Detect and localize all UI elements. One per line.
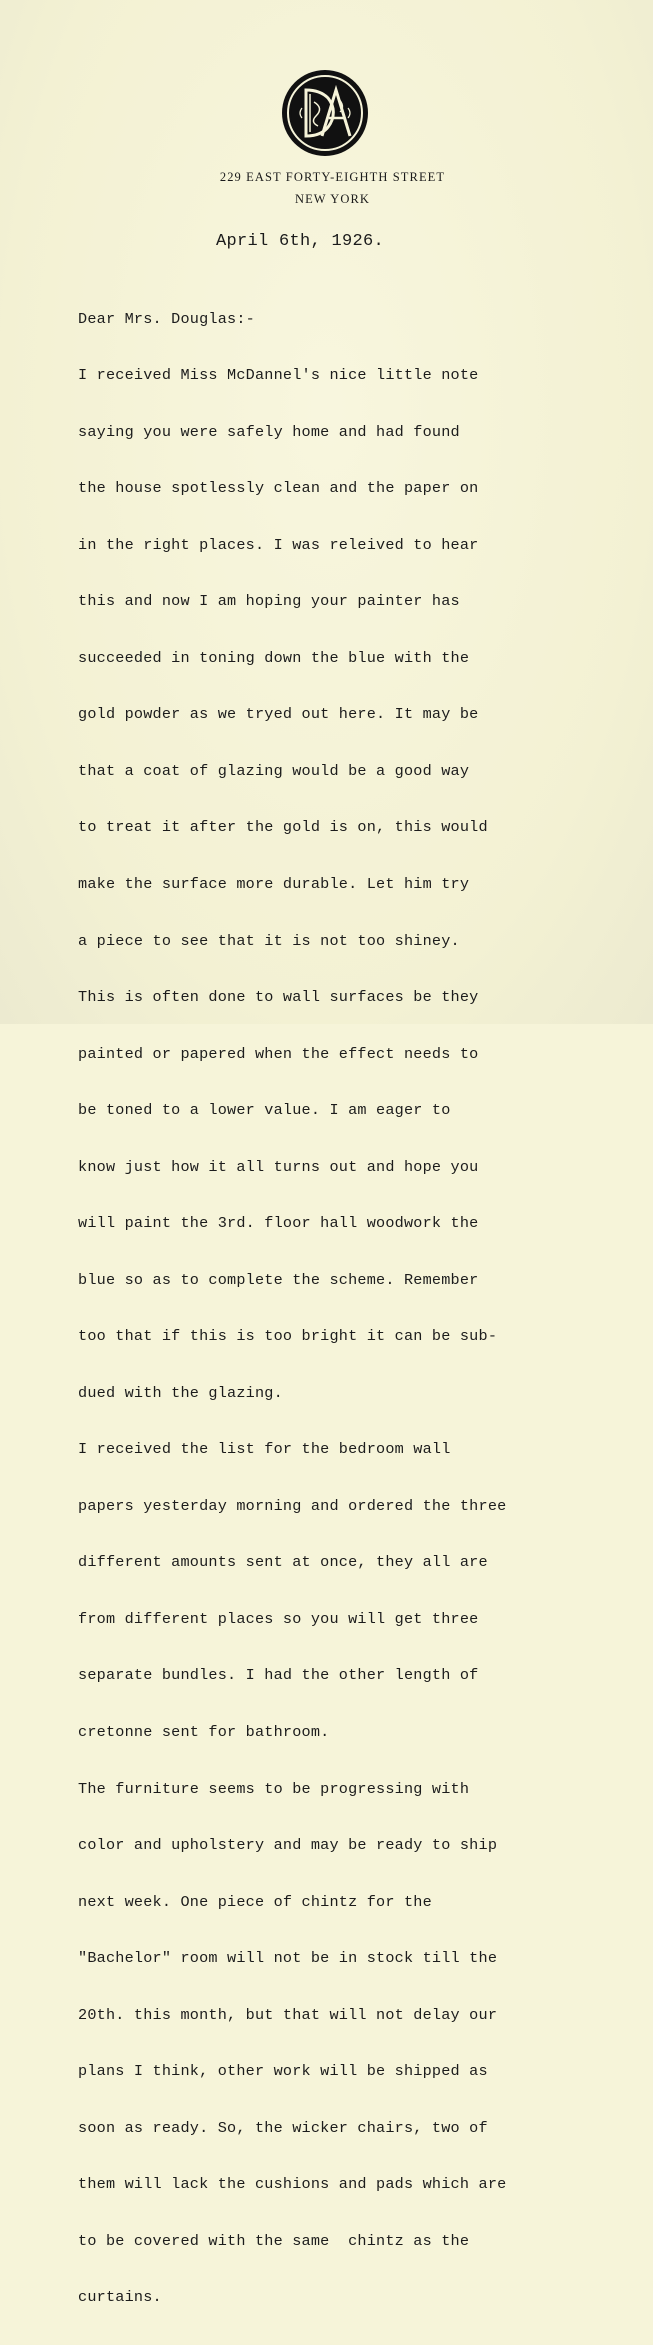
body-line: gold powder as we tryed out here. It may be (78, 705, 479, 724)
body-line: know just how it all turns out and hope you (78, 1157, 479, 1176)
body-line: them will lack the cushions and pads which are (78, 2175, 507, 2194)
letter-date: April 6th, 1926. (216, 232, 385, 251)
body-line: "Bachelor" room will not be in stock till the (78, 1949, 498, 1968)
body-line: to be covered with the same chintz as the (78, 2231, 470, 2250)
body-line: from different places so you will get three (78, 1609, 479, 1628)
body-line: succeeded in toning down the blue with the (78, 648, 470, 667)
body-line: painted or papered when the effect needs to (78, 1044, 479, 1063)
letterhead-city: NEW YORK (294, 192, 371, 206)
body-line: the house spotlessly clean and the paper on (78, 479, 479, 498)
body-line: too that if this is too bright it can be sub- (78, 1327, 498, 1346)
body-line: blue so as to complete the scheme. Remember (78, 1270, 479, 1289)
body-line: saying you were safely home and had found (78, 422, 460, 441)
body-line: different amounts sent at once, they all are (78, 1553, 488, 1572)
body-line: The furniture seems to be progressing with (78, 1779, 470, 1798)
body-line: I received Miss McDannel's nice little note (78, 366, 479, 385)
body-line: This is often done to wall surfaces be they (78, 988, 479, 1007)
body-line: 20th. this month, but that will not delay our (78, 2005, 498, 2024)
monogram-seal (280, 68, 370, 158)
salutation: Dear Mrs. Douglas:- (78, 309, 255, 328)
letterhead-address (0, 166, 653, 210)
body-line: plans I think, other work will be shipped as (78, 2062, 488, 2081)
body-line: papers yesterday morning and ordered the three (78, 1496, 507, 1515)
body-line: color and upholstery and may be ready to ship (78, 1836, 498, 1855)
body-line: separate bundles. I had the other length of (78, 1666, 479, 1685)
letter-body (78, 272, 648, 2345)
body-line: cretonne sent for bathroom. (78, 1722, 330, 1741)
body-line: this and now I am hoping your painter has (78, 592, 460, 611)
body-line: make the surface more durable. Let him try (78, 875, 470, 893)
letterhead-street: 229 EAST FORTY-EIGHTH STREET (219, 170, 446, 184)
body-line: to treat it after the gold is on, this would (78, 818, 488, 837)
body-line: that a coat of glazing would be a good way (78, 761, 470, 780)
body-line: in the right places. I was releived to hear (78, 535, 479, 554)
body-line: dued with the glazing. (78, 1383, 283, 1402)
body-line: will paint the 3rd. floor hall woodwork the (78, 1214, 479, 1233)
body-line: be toned to a lower value. I am eager to (78, 1101, 451, 1120)
body-line: curtains. (78, 2288, 162, 2307)
body-line: a piece to see that it is not too shiney. (78, 931, 460, 950)
body-line: I received the list for the bedroom wall (78, 1440, 451, 1459)
body-line: next week. One piece of chintz for the (78, 1892, 432, 1911)
body-line: soon as ready. So, the wicker chairs, two of (78, 2118, 488, 2137)
